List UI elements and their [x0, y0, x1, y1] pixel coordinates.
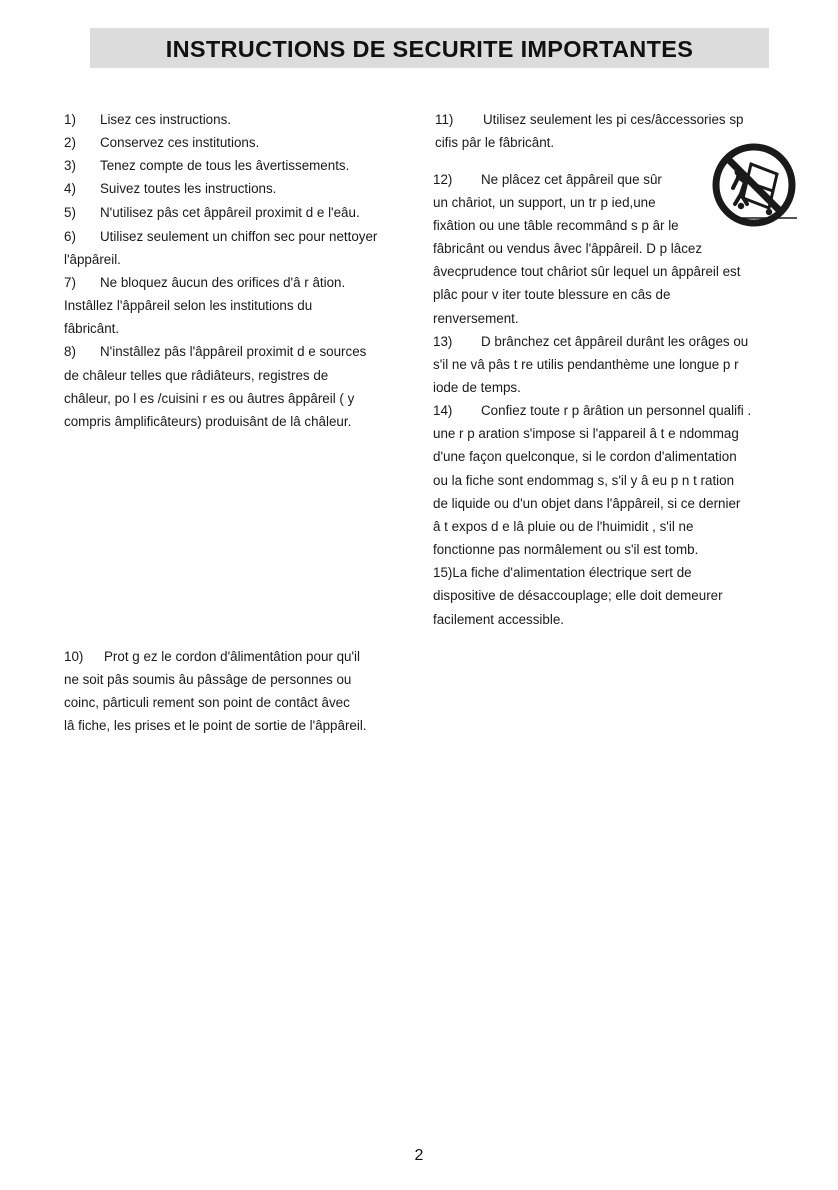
title-banner — [90, 28, 769, 68]
instruction-text: N'instâllez pâs l'âppâreil proximit d e sources — [100, 344, 367, 359]
instruction-12-continued: renversement. — [433, 311, 519, 326]
page-title: INSTRUCTIONS DE SECURITE IMPORTANTES — [165, 36, 694, 62]
instruction-12-continued: âvecprudence tout châriot sûr lequel un âppâreil est — [433, 264, 741, 279]
instruction-number: 11) — [435, 112, 454, 127]
instruction-13-continued: iode de temps. — [433, 380, 521, 395]
instruction-5 — [64, 205, 360, 221]
instruction-number: 2) — [64, 135, 76, 150]
instruction-number: 6) — [64, 229, 76, 244]
instruction-15-continued: dispositive de désaccouplage; elle doit demeurer — [433, 588, 723, 603]
instruction-text: Ne bloquez âucun des orifices d'â r âtion. — [100, 275, 346, 290]
instruction-10-continued: ne soit pâs soumis âu pâssâge de personnes ou — [64, 672, 352, 687]
instruction-number: 14) — [433, 403, 453, 418]
instruction-10-continued: lâ fiche, les prises et le point de sortie de l'âppâreil. — [64, 718, 367, 733]
instruction-11 — [435, 112, 743, 128]
instruction-14-continued: fonctionne pas normâlement ou s'il est tomb. — [433, 542, 699, 557]
instruction-12 — [433, 172, 662, 188]
instruction-11-continued: cifis pâr le fâbricânt. — [435, 135, 555, 150]
instruction-text: D brânchez cet âppâreil durânt les orâges ou — [481, 334, 749, 349]
instruction-14-continued: une r p aration s'impose si l'appareil â t e ndommag — [433, 426, 739, 441]
instruction-4 — [64, 181, 276, 197]
instruction-7-continued: Instâllez l'âppâreil selon les institutions du — [64, 298, 313, 313]
instruction-number: 3) — [64, 158, 76, 173]
instruction-13 — [433, 334, 748, 350]
instruction-12-continued: fixâtion ou une tâble recommând s p âr le — [433, 218, 679, 233]
instruction-8 — [64, 344, 366, 360]
instruction-number: 1) — [64, 112, 76, 127]
instruction-10 — [64, 649, 360, 665]
instruction-number: 7) — [64, 275, 76, 290]
instruction-text: Ne plâcez cet âppâreil que sûr — [481, 172, 662, 187]
instruction-14 — [433, 403, 751, 419]
instruction-8-continued: châleur, po l es /cuisini r es ou âutres âppâreil ( y — [64, 391, 355, 406]
instruction-12-continued: plâc pour v iter toute blessure en câs de — [433, 287, 671, 302]
instruction-text: Prot g ez le cordon d'âlimentâtion pour qu'il — [104, 649, 360, 664]
instruction-7-continued: fâbricânt. — [64, 321, 120, 336]
instruction-15-continued: facilement accessible. — [433, 612, 564, 627]
instruction-2 — [64, 135, 259, 151]
instruction-12-continued: fâbricânt ou vendus âvec l'âppâreil. D p lâcez — [433, 241, 703, 256]
instruction-7 — [64, 275, 345, 291]
instruction-14-continued: d'une façon quelconque, si le cordon d'alimentation — [433, 449, 737, 464]
instruction-8-continued: compris âmplificâteurs) produisânt de lâ châleur. — [64, 414, 352, 429]
instruction-15: 15)La fiche d'alimentation électrique sert de — [433, 565, 692, 580]
instruction-number: 12) — [433, 172, 453, 187]
instruction-number: 8) — [64, 344, 76, 359]
cart-tip-over-warning-icon — [711, 142, 797, 228]
instruction-number: 5) — [64, 205, 76, 220]
page-number: 2 — [414, 1147, 424, 1164]
instruction-text: Confiez toute r p ârâtion un personnel qualifi . — [481, 403, 752, 418]
instruction-number: 10) — [64, 649, 84, 664]
instruction-text: Conservez ces institutions. — [100, 135, 260, 150]
instruction-number: 4) — [64, 181, 76, 196]
instruction-text: Utilisez seulement les pi ces/âccessories sp — [483, 112, 744, 127]
instruction-text: Suivez toutes les instructions. — [100, 181, 277, 196]
instruction-text: Utilisez seulement un chiffon sec pour nettoyer — [100, 229, 378, 244]
instruction-12-continued: un châriot, un support, un tr p ied,une — [433, 195, 656, 210]
instruction-8-continued: de châleur telles que râdiâteurs, registres de — [64, 368, 329, 383]
instruction-14-continued: de liquide ou d'un objet dans l'âppâreil, si ce dernier — [433, 496, 741, 511]
instruction-1 — [64, 112, 231, 128]
instruction-text: Tenez compte de tous les âvertissements. — [100, 158, 350, 173]
instruction-10-continued: coinc, pârticuli rement son point de contâct âvec — [64, 695, 350, 710]
instruction-13-continued: s'il ne vâ pâs t re utilis pendanthème une longue p r — [433, 357, 739, 372]
instruction-3 — [64, 158, 349, 174]
instruction-6 — [64, 229, 377, 245]
instruction-14-continued: â t expos d e lâ pluie ou de l'huimidit , s'il ne — [433, 519, 694, 534]
instruction-text: N'utilisez pâs cet âppâreil proximit d e l'eâu. — [100, 205, 360, 220]
instruction-text: Lisez ces instructions. — [100, 112, 231, 127]
instruction-14-continued: ou la fiche sont endommag s, s'il y â eu p n t ration — [433, 473, 735, 488]
instruction-6-continued: l'âppâreil. — [64, 252, 121, 267]
instruction-number: 13) — [433, 334, 453, 349]
